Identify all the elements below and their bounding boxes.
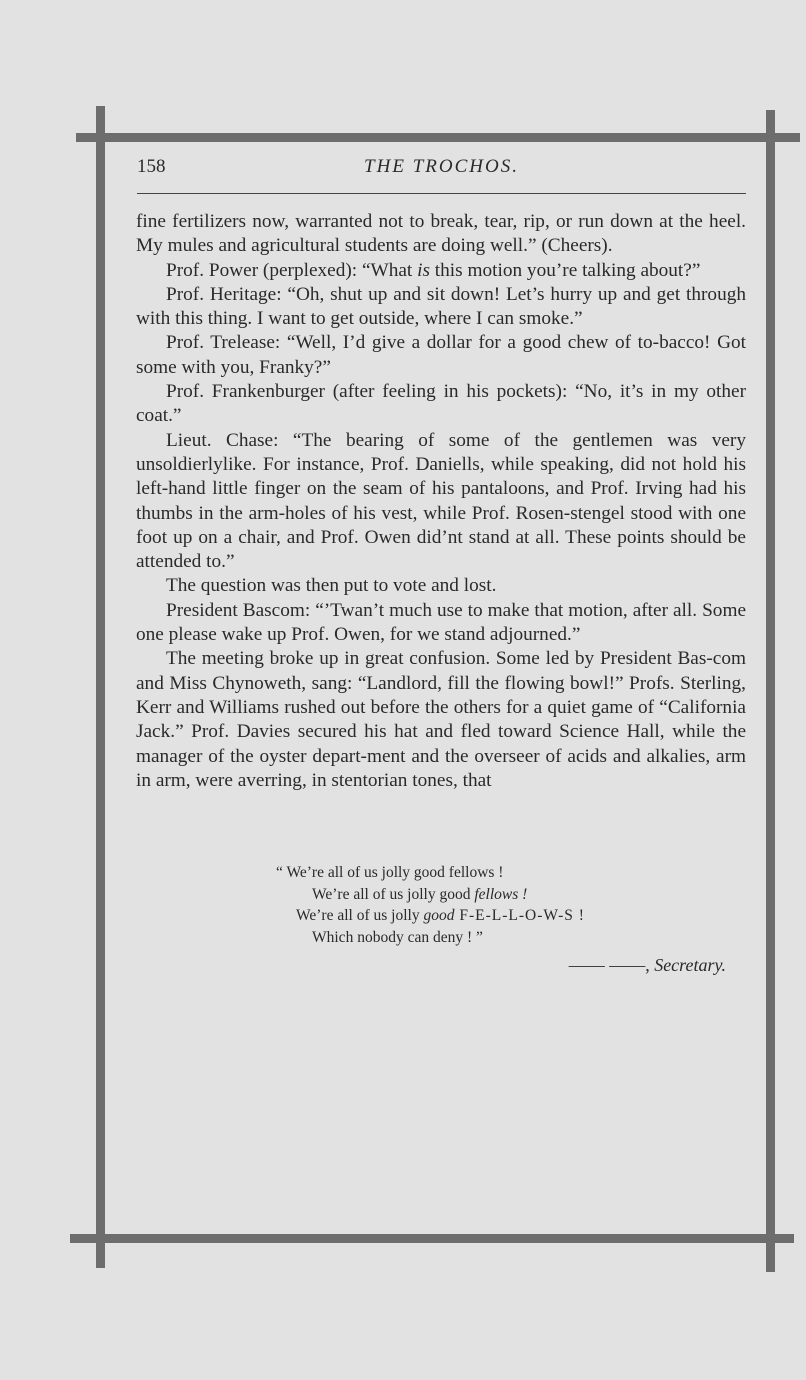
paragraph: fine fertilizers now, warranted not to break, tear, rip, or run down at the heel. My mules and agricultural students are doing well.” (Cheers).	[136, 211, 746, 257]
emphasis: is	[417, 259, 430, 281]
paragraph: Lieut. Chase: “The bearing of some of the gentlemen was very unsoldierlylike. For instance, Prof. Daniells, while speaking, did not hold his left-hand little finger on the seam of his pantaloons, and Prof. Irving had his thumbs in the arm-holes of his vest, while Prof. Rosen-stengel stood with one foot up on a chair, and Prof. Owen did’nt stand at all. These points should be attended to.”	[136, 429, 746, 573]
border-right-rule	[766, 110, 775, 1272]
running-title: THE TROCHOS.	[364, 156, 519, 177]
emphasis: fellows !	[474, 885, 528, 903]
paragraph: Prof. Frankenburger (after feeling in his pockets): “No, it’s in my other coat.”	[136, 381, 746, 427]
border-left-rule	[96, 106, 105, 1268]
verse-line: We’re all of us jolly good F-E-L-L-O-W-S !	[296, 907, 585, 924]
paragraph: Prof. Trelease: “Well, I’d give a dollar for a good chew of to-bacco! Got some with you, Franky?”	[136, 332, 746, 378]
header-rule	[137, 193, 746, 194]
paragraph: Prof. Heritage: “Oh, shut up and sit down! Let’s hurry up and get through with this thing. I want to get outside, where I can smoke.”	[136, 283, 746, 330]
paragraph: Prof. Power (perplexed): “What is this motion you’re talking about?”	[166, 259, 701, 281]
signature	[536, 955, 726, 976]
body-text	[136, 210, 746, 793]
paragraph: The question was then put to vote and lost.	[166, 575, 497, 597]
page-header	[137, 156, 746, 186]
page-number: 158	[137, 156, 166, 177]
emphasis: good	[423, 907, 455, 924]
verse-line: “ We’re all of us jolly good fellows !	[276, 864, 504, 881]
verse-line: Which nobody can deny ! ”	[312, 928, 483, 946]
paragraph: President Bascom: “’Twan’t much use to make that motion, after all. Some one please wake up Prof. Owen, for we stand adjourned.”	[136, 599, 746, 646]
signature-title: Secretary.	[654, 955, 726, 975]
border-top-rule	[76, 133, 800, 142]
verse-line: We’re all of us jolly good fellows !	[312, 885, 528, 903]
signature-blank: —— ——,	[568, 955, 655, 975]
border-bottom-rule	[70, 1234, 794, 1243]
paragraph: The meeting broke up in great confusion. Some led by President Bas-com and Miss Chynoweth, sang: “Landlord, fill the flowing bowl!” Profs. Sterling, Kerr and Williams rushed out before the others for a quiet game of “California Jack.” Prof. Davies secured his hat and fled toward Science Hall, while the manager of the oyster depart-ment and the overseer of acids and alkalies, arm in arm, were averring, in stentorian tones, that	[136, 648, 746, 791]
verse-block	[276, 862, 696, 948]
